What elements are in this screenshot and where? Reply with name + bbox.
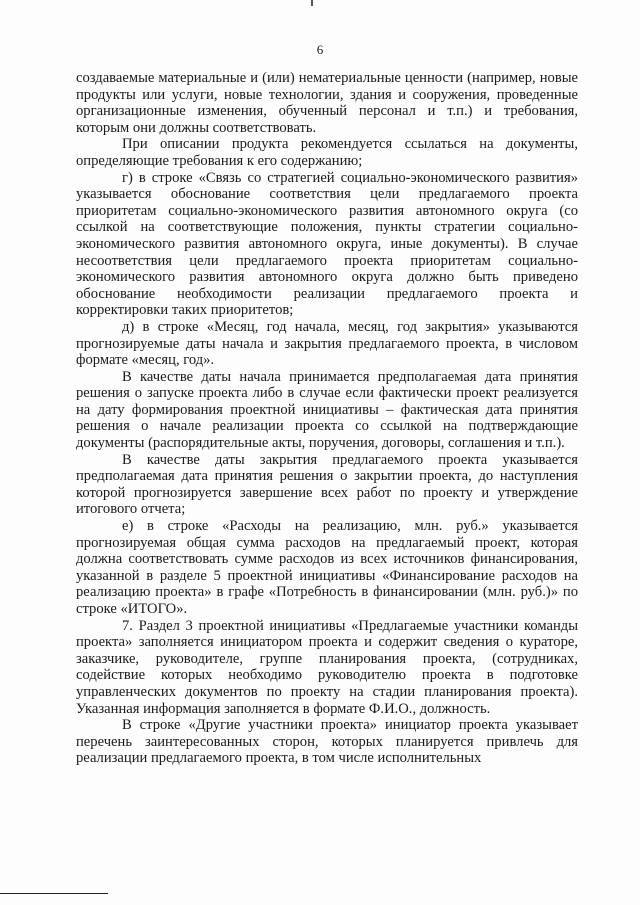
document-body bbox=[76, 70, 578, 767]
paragraph: е) в строке «Расходы на реализацию, млн. руб.» указывается прогнозируемая общая сумма расходов на предлагаемый проект, которая должна соответствовать сумме расходов из всех источников финансирования, указанной в разделе 5 проектной инициативы «Финансирование расходов на реализацию проекта» в графе «Потребность в финансировании (млн. руб.)» по строке «ИТОГО». bbox=[76, 518, 578, 617]
scan-mark bbox=[311, 0, 313, 6]
paragraph: создаваемые материальные и (или) нематериальные ценности (например, новые продукты или услуги, новые технологии, здания и сооружения, проведенные организационные изменения, обученный персонал и т.п.) и требования, которым они должны соответствовать. bbox=[76, 70, 578, 136]
paragraph: При описании продукта рекомендуется ссылаться на документы, определяющие требования к его содержанию; bbox=[76, 136, 578, 169]
page-number: 6 bbox=[316, 42, 324, 57]
paragraph: В качестве даты начала принимается предполагаемая дата принятия решения о запуске проекта либо в случае если фактически проект реализуется на дату формирования проектной инициативы – фактическая дата принятия решения о начале реализации проекта со ссылкой на подтверждающие документы (распорядительные акты, поручения, договоры, соглашения и т.п.). bbox=[76, 368, 578, 452]
paragraph: 7. Раздел 3 проектной инициативы «Предлагаемые участники команды проекта» заполняется инициатором проекта и содержит сведения о кураторе, заказчике, руководителе, группе планирования проекта, (сотрудниках, содействие которых необходимо руководителю проекта в подготовке управленческих документов по проекту на стадии планирования проекта). Указанная информация заполняется в формате Ф.И.О., должность. bbox=[76, 617, 578, 717]
paragraph: д) в строке «Месяц, год начала, месяц, год закрытия» указываются прогнозируемые даты начала и закрытия предлагаемого проекта, в числовом формате «месяц, год». bbox=[76, 318, 578, 369]
paragraph: В качестве даты закрытия предлагаемого проекта указывается предполагаемая дата принятия решения о закрытии проекта, до наступления которой прогнозируется завершение всех работ по проекту и утверждение итогового отчета; bbox=[76, 451, 578, 518]
paragraph: В строке «Другие участники проекта» инициатор проекта указывает перечень заинтересованных сторон, которых планируется привлечь для реализации предлагаемого проекта, в том числе исполнительных bbox=[76, 717, 578, 767]
paragraph: г) в строке «Связь со стратегией социально-экономического развития» указывается обоснование соответствия цели предлагаемого проекта приоритетам социально-экономического развития автономного округа (со ссылкой на соответствующие положения, пункты стратегии социально-экономического развития автономного округа, иные документы). В случае несоответствия цели предлагаемого проекта приоритетам социально-экономического развития автономного округа должно быть приведено обоснование необходимости реализации предлагаемого проекта и корректировки таких приоритетов; bbox=[76, 169, 578, 319]
footnote-divider bbox=[0, 893, 108, 894]
